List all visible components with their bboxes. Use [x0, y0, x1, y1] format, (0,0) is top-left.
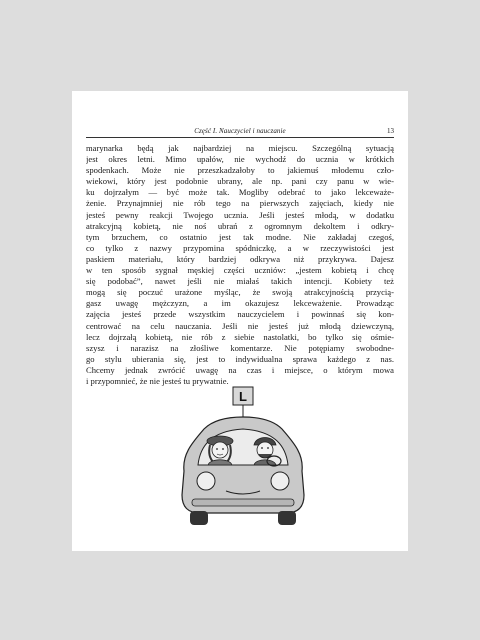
- roof-sign-letter: L: [239, 389, 247, 404]
- text-line: paskiem materiału, który bardziej odkrywa niż przykrywa. Dajesz: [86, 253, 394, 264]
- text-line: ku dojrzałym — być może tak. Mogliby odebrać to jako lekceważe-: [86, 187, 394, 198]
- text-line: jest okres letni. Mimo upałów, nie wychodź do ucznia w krótkich: [86, 154, 394, 165]
- text-line: lecz dojrzałą kobietą, nie rób z siebie nastolatki, bo tylko się ośmie-: [86, 331, 394, 342]
- text-line: go stylu ubierania się, jest to indywidualna sprawa każdego z nas.: [86, 353, 394, 364]
- text-line: co tylko z nazwy przypomina spódniczkę, a w rzeczywistości jest: [86, 242, 394, 253]
- header-rule: [86, 137, 394, 138]
- text-line: tym brzuchem, co ostatnio jest tak modne. Nie zakładaj czegoś,: [86, 231, 394, 242]
- right-wheel: [278, 511, 296, 525]
- text-line: i przypomnieć, że nie jesteś tu prywatnie.: [86, 375, 229, 386]
- text-line: spodenkach. Może nie przeszkadzałoby to jakiemuś młodemu czło-: [86, 165, 394, 176]
- text-line: atrakcyjną kobietą, nie noś ubrań z ogromnym dekoltem i odkry-: [86, 220, 394, 231]
- text-line: Chcemy jednak zwrócić uwagę na czas i miejsce, o którym mowa: [86, 364, 394, 375]
- running-title: Część I. Nauczyciel i nauczanie: [194, 127, 286, 135]
- car-illustration: [174, 383, 312, 533]
- left-headlight: [197, 472, 215, 490]
- text-line: szysz i narazisz na złośliwe komentarze. Nie potępiamy swobodne-: [86, 342, 394, 353]
- book-page: [72, 91, 408, 551]
- bumper: [192, 499, 294, 506]
- text-line: się podobać”, nawet jeśli nie miałaś takich intencji. Kobiety też: [86, 276, 394, 287]
- text-line: mogą się poczuć urażone myśląc, że swoją atrakcyjnością przycią-: [86, 287, 394, 298]
- text-line: wiekowi, który jest podobnie ubrany, ale np. pani czy panu w wie-: [86, 176, 394, 187]
- text-line: w ten sposób sygnał męskiej części uczniów: „jestem kobietą i chcę: [86, 265, 394, 276]
- text-line: centrować na celu nauczania. Jeśli nie jesteś już młodą dziewczyną,: [86, 320, 394, 331]
- right-headlight: [271, 472, 289, 490]
- text-line: marynarka będą jak najbardziej na miejscu. Szczególną sytuacją: [86, 143, 394, 153]
- text-line: gasz uwagę mężczyzn, a im okazujesz lekceważenie. Prowadząc: [86, 298, 394, 309]
- left-wheel: [190, 511, 208, 525]
- text-line: żenie. Przynajmniej nie rób tego na pierwszych zajęciach, kiedy nie: [86, 198, 394, 209]
- text-line: zajęcia jesteś przede wszystkim nauczycielem i powinnaś się kon-: [86, 309, 394, 320]
- page-number: 13: [387, 127, 394, 135]
- body-text: [86, 143, 394, 387]
- running-header: [86, 125, 394, 137]
- text-line: jesteś pewny reakcji Twojego ucznia. Jeśli jesteś młodą, w dodatku: [86, 209, 394, 220]
